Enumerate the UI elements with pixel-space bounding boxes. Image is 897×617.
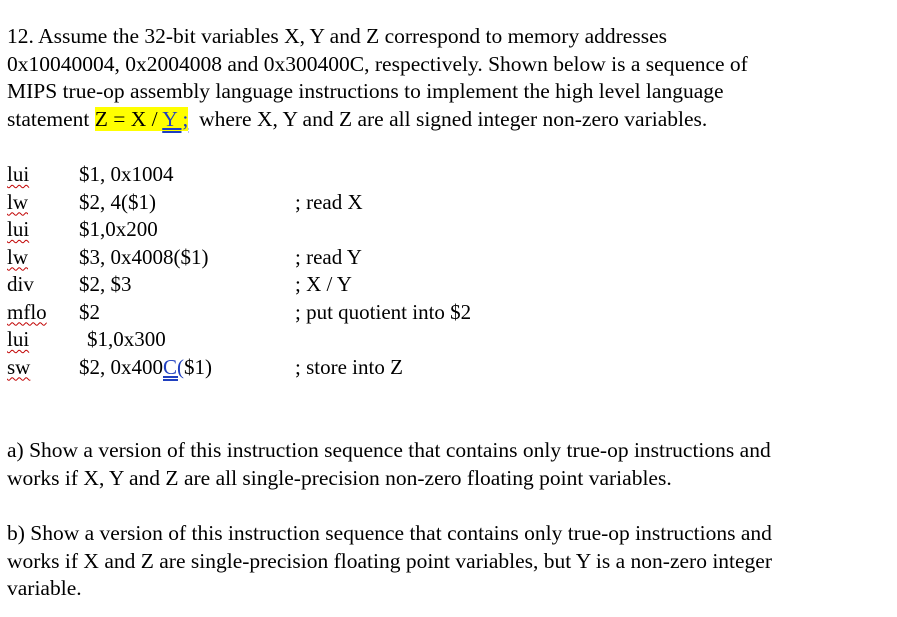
code-operands-part: $2, 0x400 bbox=[79, 354, 163, 379]
question-part-b bbox=[7, 520, 887, 603]
code-operands: $1, 0x1004 bbox=[79, 162, 174, 186]
question-part-a bbox=[7, 437, 887, 492]
problem-line-1: 12. Assume the 32-bit variables X, Y and Z correspond to memory addresses bbox=[7, 24, 667, 48]
code-opcode: lui bbox=[7, 162, 30, 186]
highlighted-statement bbox=[95, 107, 189, 131]
code-operands: $1,0x300 bbox=[87, 327, 166, 351]
code-comment: ; store into Z bbox=[295, 354, 403, 379]
part-a-line-2: works if X, Y and Z are all single-precision non-zero floating point variables. bbox=[7, 465, 672, 490]
code-comment: ; put quotient into $2 bbox=[295, 299, 472, 324]
code-opcode: lw bbox=[7, 244, 28, 269]
code-comment: ; read Y bbox=[295, 244, 362, 269]
statement-y-linked: Y ; bbox=[162, 106, 189, 131]
code-opcode: lui bbox=[7, 217, 30, 241]
part-b-line-3: variable. bbox=[7, 576, 82, 600]
statement-expression: Z = X / bbox=[94, 106, 163, 131]
part-b-line-1: b) Show a version of this instruction sequence that contains only true-op instructions and bbox=[7, 521, 772, 545]
code-opcode: mflo bbox=[7, 299, 47, 324]
code-operands: $2, $3 bbox=[79, 272, 132, 296]
part-b-line-2: works if X and Z are single-precision floating point variables, but Y is a non-zero integer bbox=[7, 548, 773, 573]
problem-statement bbox=[7, 23, 887, 133]
code-comment: ; X / Y bbox=[295, 272, 352, 296]
code-operands: $3, 0x4008($1) bbox=[79, 244, 209, 269]
problem-line-3: MIPS true-op assembly language instructions to implement the high level language bbox=[7, 79, 724, 103]
code-operands-part: $1) bbox=[184, 354, 212, 379]
statement-prefix: statement bbox=[7, 106, 95, 131]
code-operands-linked: C( bbox=[163, 354, 184, 379]
code-opcode: lui bbox=[7, 327, 30, 351]
code-operands bbox=[79, 355, 212, 380]
code-operands: $2, 4($1) bbox=[79, 189, 156, 214]
code-operands: $2 bbox=[79, 299, 100, 324]
code-opcode: div bbox=[7, 272, 34, 296]
code-opcode: lw bbox=[7, 189, 28, 214]
code-opcode: sw bbox=[7, 354, 31, 379]
part-a-line-1: a) Show a version of this instruction sequence that contains only true-op instructions and bbox=[7, 438, 771, 462]
problem-line-4 bbox=[7, 106, 887, 134]
code-operands: $1,0x200 bbox=[79, 217, 158, 241]
problem-line-2: 0x10040004, 0x2004008 and 0x300400C, respectively. Shown below is a sequence of bbox=[7, 51, 748, 76]
code-comment: ; read X bbox=[295, 189, 363, 214]
statement-suffix: where X, Y and Z are all signed integer non-zero variables. bbox=[188, 106, 708, 131]
